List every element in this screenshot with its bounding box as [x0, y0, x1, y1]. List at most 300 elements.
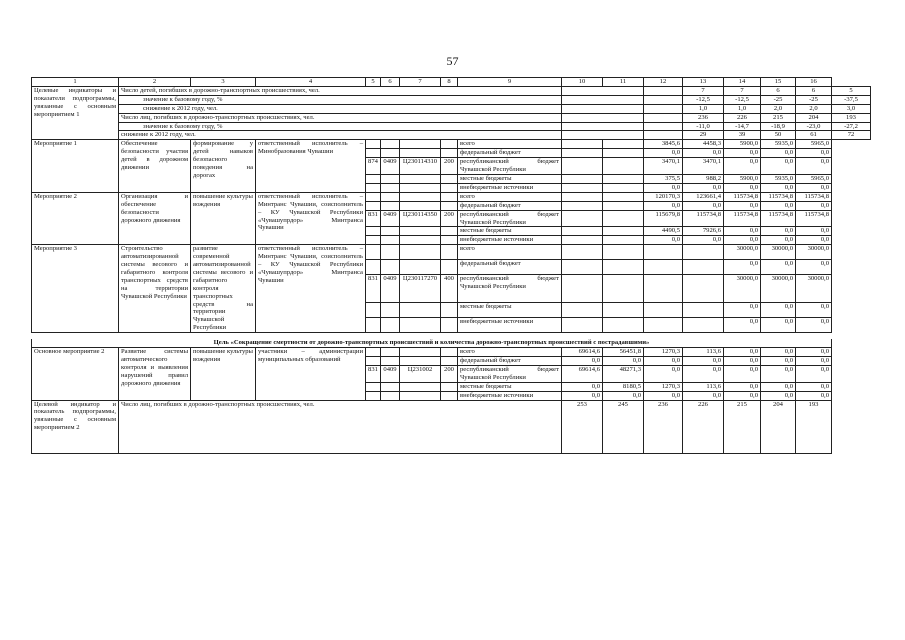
empty-cell [644, 113, 683, 122]
empty-cell [400, 149, 441, 158]
value-cell: 2,0 [796, 104, 832, 113]
empty-cell [366, 236, 381, 245]
value-cell: 0,0 [796, 348, 832, 357]
measure-label: Мероприятие 1 [32, 140, 119, 192]
column-number: 6 [381, 78, 400, 87]
empty-cell [366, 260, 381, 275]
column-number: 10 [562, 78, 603, 87]
value-cell: 3470,1 [683, 158, 724, 175]
empty-cell [562, 86, 644, 95]
value-cell: -12,5 [683, 95, 724, 104]
value-cell: 226 [724, 113, 761, 122]
value-cell: 0,0 [761, 149, 796, 158]
value-cell: 0,0 [724, 227, 761, 236]
value-cell: 0,0 [761, 357, 796, 366]
funding-source: местные бюджеты [458, 227, 562, 236]
value-cell: 0,0 [796, 357, 832, 366]
value-cell [562, 318, 603, 333]
value-cell: 0,0 [796, 236, 832, 245]
value-cell: 0,0 [644, 201, 683, 210]
value-cell: 0,0 [724, 260, 761, 275]
value-cell: 0,0 [796, 149, 832, 158]
value-cell: 0,0 [683, 357, 724, 366]
value-cell: 0,0 [644, 183, 683, 192]
empty-cell [400, 140, 441, 149]
value-cell: 0,0 [603, 357, 644, 366]
value-cell: 0,0 [796, 260, 832, 275]
empty-cell [400, 201, 441, 210]
value-cell: -27,2 [832, 122, 871, 131]
value-cell: 0,0 [724, 365, 761, 382]
value-cell [603, 275, 644, 303]
funding-source: всего [458, 192, 562, 201]
measure-label: Мероприятие 3 [32, 245, 119, 333]
funding-source: федеральный бюджет [458, 201, 562, 210]
value-cell: 193 [796, 400, 832, 453]
funding-source: всего [458, 245, 562, 260]
empty-cell [562, 104, 644, 113]
value-cell: 0,0 [761, 318, 796, 333]
funding-source: республиканский бюджет Чувашской Республики [458, 365, 562, 382]
empty-cell [400, 318, 441, 333]
value-cell: 0,0 [761, 382, 796, 391]
value-cell: 0,0 [761, 183, 796, 192]
empty-cell [400, 192, 441, 201]
empty-cell [441, 140, 458, 149]
value-cell: 0,0 [761, 227, 796, 236]
empty-cell [400, 227, 441, 236]
value-cell [603, 236, 644, 245]
measure-row [32, 245, 871, 260]
empty-cell [366, 391, 381, 400]
goal-heading: Цель «Сокращение смертности от дорожно-транспортных происшествий и количества дорожно-транспортных происшествий с пострадавшими» [32, 339, 832, 347]
value-cell [683, 303, 724, 318]
empty-cell [381, 192, 400, 201]
value-cell: 215 [761, 113, 796, 122]
value-cell [562, 140, 603, 149]
grbs-code: 831 [366, 210, 381, 227]
value-cell [562, 236, 603, 245]
empty-cell [441, 183, 458, 192]
value-cell: 50 [761, 131, 796, 140]
expense-type-code: 200 [441, 210, 458, 227]
value-cell: 29 [683, 131, 724, 140]
value-cell: 115734,8 [796, 210, 832, 227]
funding-source: федеральный бюджет [458, 357, 562, 366]
value-cell: 1,0 [683, 104, 724, 113]
value-cell: -25 [796, 95, 832, 104]
value-cell [683, 245, 724, 260]
empty-cell [441, 318, 458, 333]
value-cell: 8180,5 [603, 382, 644, 391]
column-number: 11 [603, 78, 644, 87]
value-cell: 115734,8 [724, 210, 761, 227]
empty-cell [562, 131, 644, 140]
value-cell [562, 260, 603, 275]
empty-cell [381, 260, 400, 275]
value-cell: 56451,8 [603, 348, 644, 357]
empty-cell [381, 382, 400, 391]
indicator-text: Число детей, погибших в дорожно-транспортных происшествиях, чел. [119, 86, 562, 95]
indicator-row [32, 122, 871, 131]
empty-cell [441, 382, 458, 391]
value-cell: -25 [761, 95, 796, 104]
value-cell: 0,0 [724, 236, 761, 245]
value-cell: 5 [832, 86, 871, 95]
value-cell: 5965,0 [796, 140, 832, 149]
value-cell: 5965,0 [796, 174, 832, 183]
value-cell [683, 260, 724, 275]
value-cell: 0,0 [562, 382, 603, 391]
funding-source: внебюджетные источники [458, 391, 562, 400]
value-cell: 69614,6 [562, 348, 603, 357]
indicator-label: Целевые индикаторы и показатели подпрограммы, увязанные с основным мероприятием 1 [32, 86, 119, 139]
measure-label: Мероприятие 2 [32, 192, 119, 244]
target-article-code: Ц230117270 [400, 275, 441, 303]
measure-executor: ответственный исполнитель – Минтранс Чувашии, соисполнитель – КУ Чувашской Республики «Чувашупрдор» Минтранса Чувашии [256, 192, 366, 244]
value-cell: 0,0 [724, 183, 761, 192]
value-cell: 0,0 [724, 357, 761, 366]
value-cell: 30000,0 [761, 275, 796, 303]
page-number: 57 [446, 54, 459, 68]
value-cell [603, 158, 644, 175]
value-cell [644, 318, 683, 333]
value-cell: 115734,8 [683, 210, 724, 227]
empty-cell [366, 149, 381, 158]
value-cell: 0,0 [796, 303, 832, 318]
header-row [32, 78, 871, 87]
value-cell [562, 149, 603, 158]
value-cell [603, 140, 644, 149]
empty-cell [400, 348, 441, 357]
value-cell: 7 [724, 86, 761, 95]
value-cell: 3470,1 [644, 158, 683, 175]
value-cell [562, 303, 603, 318]
indicator-row [32, 400, 871, 453]
value-cell: 0,0 [796, 227, 832, 236]
grbs-code: 831 [366, 365, 381, 382]
value-cell [562, 210, 603, 227]
value-cell: 0,0 [644, 149, 683, 158]
value-cell: 120170,3 [644, 192, 683, 201]
indicator-row [32, 86, 871, 95]
value-cell: 0,0 [724, 382, 761, 391]
indicator-text: значение к базовому году, % [119, 95, 562, 104]
value-cell: 3845,6 [644, 140, 683, 149]
value-cell: 30000,0 [796, 275, 832, 303]
empty-cell [644, 104, 683, 113]
grbs-code: 874 [366, 158, 381, 175]
measure-row [32, 192, 871, 201]
value-cell: 1270,3 [644, 348, 683, 357]
value-cell: 253 [562, 400, 603, 453]
value-cell: 123661,4 [683, 192, 724, 201]
indicator-label: Целевой индикатор и показатель подпрограммы, увязанные с основным мероприятием 2 [32, 400, 119, 453]
value-cell [644, 260, 683, 275]
empty-cell [381, 236, 400, 245]
empty-cell [366, 318, 381, 333]
value-cell: 0,0 [644, 236, 683, 245]
value-cell: 226 [683, 400, 724, 453]
funding-source: республиканский бюджет Чувашской Республики [458, 210, 562, 227]
value-cell: 204 [761, 400, 796, 453]
value-cell [562, 192, 603, 201]
empty-cell [441, 201, 458, 210]
value-cell: 0,0 [796, 391, 832, 400]
value-cell: 215 [724, 400, 761, 453]
value-cell: 1,0 [724, 104, 761, 113]
value-cell: 7 [683, 86, 724, 95]
value-cell: 69614,6 [562, 365, 603, 382]
section-code: 0409 [381, 210, 400, 227]
expense-type-code: 400 [441, 275, 458, 303]
column-number: 12 [644, 78, 683, 87]
value-cell: 7926,6 [683, 227, 724, 236]
empty-cell [562, 95, 644, 104]
value-cell: -14,7 [724, 122, 761, 131]
column-number: 14 [724, 78, 761, 87]
measure-row [32, 348, 871, 357]
column-number: 16 [796, 78, 832, 87]
value-cell: 193 [832, 113, 871, 122]
value-cell: 5935,0 [761, 140, 796, 149]
measure-goal: повышение культуры вождения [191, 192, 256, 244]
value-cell [603, 192, 644, 201]
value-cell [683, 275, 724, 303]
column-number: 1 [32, 78, 119, 87]
value-cell [562, 275, 603, 303]
value-cell: 0,0 [761, 303, 796, 318]
value-cell [644, 303, 683, 318]
value-cell: 0,0 [761, 158, 796, 175]
empty-cell [400, 303, 441, 318]
empty-cell [366, 140, 381, 149]
value-cell: 0,0 [761, 236, 796, 245]
value-cell: 115734,8 [761, 210, 796, 227]
empty-cell [441, 303, 458, 318]
value-cell: 245 [603, 400, 644, 453]
value-cell: 6 [796, 86, 832, 95]
value-cell: 0,0 [761, 391, 796, 400]
value-cell [562, 183, 603, 192]
value-cell: 0,0 [724, 201, 761, 210]
column-number: 5 [366, 78, 381, 87]
indicator-text: Число лиц, погибших в дорожно-транспортных происшествиях, чел. [119, 113, 562, 122]
measure-name: Развитие системы автоматического контроля и выявления нарушений правил дорожного движения [119, 348, 191, 400]
measure-goal: повышение культуры вождения [191, 348, 256, 400]
value-cell: 0,0 [644, 357, 683, 366]
value-cell: 0,0 [683, 183, 724, 192]
empty-cell [381, 391, 400, 400]
funding-source: федеральный бюджет [458, 149, 562, 158]
empty-cell [381, 357, 400, 366]
funding-source: внебюджетные источники [458, 318, 562, 333]
empty-cell [366, 303, 381, 318]
value-cell: 1270,3 [644, 382, 683, 391]
expense-type-code: 200 [441, 158, 458, 175]
measure-label: Основное мероприятие 2 [32, 348, 119, 400]
empty-cell [400, 357, 441, 366]
empty-cell [381, 174, 400, 183]
empty-cell [366, 357, 381, 366]
value-cell: 0,0 [724, 149, 761, 158]
value-cell: -12,5 [724, 95, 761, 104]
value-cell: 0,0 [796, 382, 832, 391]
funding-source: внебюджетные источники [458, 236, 562, 245]
empty-cell [644, 122, 683, 131]
value-cell: -37,5 [832, 95, 871, 104]
empty-cell [400, 174, 441, 183]
value-cell: 0,0 [644, 365, 683, 382]
empty-cell [644, 95, 683, 104]
funding-source: республиканский бюджет Чувашской Республики [458, 275, 562, 303]
value-cell: 0,0 [562, 357, 603, 366]
empty-cell [441, 174, 458, 183]
value-cell: 115679,8 [644, 210, 683, 227]
value-cell [644, 245, 683, 260]
value-cell [562, 227, 603, 236]
value-cell: 30000,0 [796, 245, 832, 260]
empty-cell [441, 227, 458, 236]
value-cell [562, 201, 603, 210]
value-cell [562, 174, 603, 183]
empty-cell [441, 192, 458, 201]
column-number: 2 [119, 78, 191, 87]
value-cell: 6 [761, 86, 796, 95]
value-cell: -18,9 [761, 122, 796, 131]
value-cell: 3,0 [832, 104, 871, 113]
value-cell: 113,6 [683, 348, 724, 357]
value-cell: 0,0 [796, 158, 832, 175]
empty-cell [400, 260, 441, 275]
value-cell [603, 149, 644, 158]
value-cell: 30000,0 [724, 245, 761, 260]
funding-source: республиканский бюджет Чувашской Республики [458, 158, 562, 175]
value-cell: 0,0 [724, 158, 761, 175]
value-cell: 0,0 [724, 348, 761, 357]
column-number: 7 [400, 78, 441, 87]
value-cell: 5935,0 [761, 174, 796, 183]
value-cell: 61 [796, 131, 832, 140]
value-cell: 39 [724, 131, 761, 140]
empty-cell [366, 174, 381, 183]
measure-name: Организация и обеспечение безопасности дорожного движения [119, 192, 191, 244]
target-article-code: Ц230114350 [400, 210, 441, 227]
value-cell: 2,0 [761, 104, 796, 113]
value-cell: 988,2 [683, 174, 724, 183]
value-cell: 236 [644, 400, 683, 453]
value-cell: 0,0 [796, 318, 832, 333]
value-cell: 375,5 [644, 174, 683, 183]
value-cell [603, 303, 644, 318]
empty-cell [441, 357, 458, 366]
value-cell [603, 318, 644, 333]
column-number: 4 [256, 78, 366, 87]
empty-cell [400, 391, 441, 400]
value-cell [644, 275, 683, 303]
target-article-code: Ц231002 [400, 365, 441, 382]
measure-goal: развитие современной автоматизированной системы весового и габаритного контроля транспортных средств на территории Чувашской Республики [191, 245, 256, 333]
section-code: 0409 [381, 275, 400, 303]
value-cell: 0,0 [796, 183, 832, 192]
grbs-code: 831 [366, 275, 381, 303]
indicator-row [32, 113, 871, 122]
value-cell: 0,0 [761, 201, 796, 210]
empty-cell [441, 348, 458, 357]
column-number: 3 [191, 78, 256, 87]
value-cell: 0,0 [796, 365, 832, 382]
measure-executor: ответственный исполнитель – Минобразования Чувашии [256, 140, 366, 192]
value-cell: 30000,0 [761, 245, 796, 260]
measure-executor: участники – администрации муниципальных образований [256, 348, 366, 400]
empty-cell [562, 113, 644, 122]
funding-source: местные бюджеты [458, 174, 562, 183]
value-cell: 0,0 [562, 391, 603, 400]
empty-cell [381, 348, 400, 357]
value-cell: 72 [832, 131, 871, 140]
value-cell: 5900,0 [724, 174, 761, 183]
empty-cell [562, 122, 644, 131]
empty-cell [381, 303, 400, 318]
value-cell: 0,0 [683, 365, 724, 382]
value-cell: 115734,8 [761, 192, 796, 201]
funding-source: местные бюджеты [458, 382, 562, 391]
column-number: 13 [683, 78, 724, 87]
empty-cell [400, 183, 441, 192]
indicator-text: снижение к 2012 году, чел. [119, 104, 562, 113]
indicator-row [32, 104, 871, 113]
indicator-row [32, 95, 871, 104]
empty-cell [441, 260, 458, 275]
value-cell: 204 [796, 113, 832, 122]
section-code: 0409 [381, 158, 400, 175]
indicator-row [32, 131, 871, 140]
funding-source: внебюджетные источники [458, 183, 562, 192]
value-cell [603, 174, 644, 183]
budget-table [31, 77, 871, 454]
value-cell: 0,0 [724, 303, 761, 318]
empty-cell [366, 348, 381, 357]
indicator-text: значение к базовому году, % [119, 122, 562, 131]
column-number: 15 [761, 78, 796, 87]
funding-source: всего [458, 348, 562, 357]
empty-cell [400, 382, 441, 391]
empty-cell [381, 318, 400, 333]
empty-cell [644, 86, 683, 95]
value-cell [603, 210, 644, 227]
empty-cell [381, 140, 400, 149]
empty-cell [441, 236, 458, 245]
value-cell: 0,0 [761, 348, 796, 357]
empty-cell [644, 131, 683, 140]
value-cell: 113,6 [683, 382, 724, 391]
empty-cell [366, 183, 381, 192]
value-cell: 0,0 [644, 391, 683, 400]
value-cell: 0,0 [796, 201, 832, 210]
value-cell [603, 201, 644, 210]
value-cell: 236 [683, 113, 724, 122]
expense-type-code: 200 [441, 365, 458, 382]
section-code: 0409 [381, 365, 400, 382]
measure-name: Строительство автоматизированной системы весового и габаритного контроля транспортных средств на территории Чувашской Республики [119, 245, 191, 333]
value-cell: 5900,0 [724, 140, 761, 149]
empty-cell [366, 192, 381, 201]
value-cell [562, 245, 603, 260]
empty-cell [441, 245, 458, 260]
value-cell [683, 318, 724, 333]
measure-name: Обеспечение безопасности участия детей в дорожном движении [119, 140, 191, 192]
value-cell: 0,0 [724, 391, 761, 400]
